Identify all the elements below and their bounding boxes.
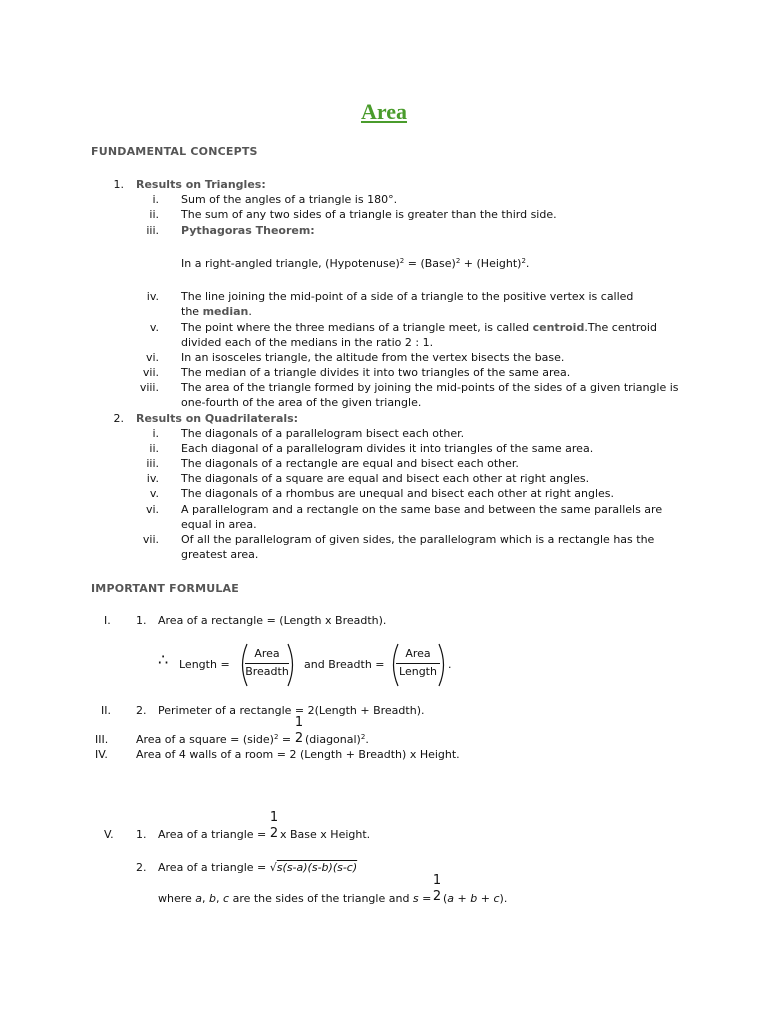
list-item: The diagonals of a parallelogram bisect each other. xyxy=(181,427,465,440)
list-item-continued: greatest area. xyxy=(181,548,259,561)
list-item: The diagonals of a rhombus are unequal and bisect each other at right angles. xyxy=(181,487,615,500)
formula-square-area: Area of a square = (side)$^2$ = xyxy=(136,733,292,746)
formula-square-diagonal: (diagonal)$^2$. xyxy=(305,733,369,746)
length-label: Length = xyxy=(179,658,230,671)
list-number: 1. xyxy=(136,828,147,841)
list-item-continued: equal in area. xyxy=(181,518,257,531)
formula-rectangle-perimeter: Perimeter of a rectangle = 2(Length + Breadth). xyxy=(158,704,425,717)
right-paren xyxy=(285,643,299,687)
formula-rectangle-area: Area of a rectangle = (Length x Breadth). xyxy=(158,614,387,627)
subsection-label-triangles: Results on Triangles: xyxy=(136,178,266,191)
list-item: The point where the three medians of a triangle meet, is called centroid.The centroid xyxy=(181,321,657,334)
list-item: In an isosceles triangle, the altitude from the vertex bisects the base. xyxy=(181,351,565,364)
roman-numeral: IV. xyxy=(95,748,108,761)
list-item: A parallelogram and a rectangle on the same base and between the same parallels are xyxy=(181,503,663,516)
list-item-continued: divided each of the medians in the ratio 2 : 1. xyxy=(181,336,434,349)
list-item-continued: one-fourth of the area of the given triangle. xyxy=(181,396,422,409)
roman-numeral: I. xyxy=(104,614,111,627)
list-item: The area of the triangle formed by joining the mid-points of the sides of a given triangle is xyxy=(181,381,679,394)
list-number: 2. xyxy=(136,704,147,717)
therefore-symbol: ∴ xyxy=(158,650,169,669)
sqrt-symbol: √ xyxy=(269,861,277,874)
list-number: 2. xyxy=(113,412,124,425)
roman-numeral: V. xyxy=(104,828,114,841)
list-item: The diagonals of a rectangle are equal and bisect each other. xyxy=(181,457,519,470)
roman-numeral: vii. xyxy=(142,366,159,379)
list-item: Of all the parallelogram of given sides, the parallelogram which is a rectangle has the xyxy=(181,533,655,546)
half-numerator: 1 xyxy=(269,810,279,825)
roman-numeral: vii. xyxy=(142,533,159,546)
roman-numeral: iv. xyxy=(146,290,159,303)
list-number: 2. xyxy=(136,861,147,874)
half-denominator: 2 xyxy=(294,731,304,746)
list-item: Sum of the angles of a triangle is 180°. xyxy=(181,193,398,206)
list-item: The line joining the mid-point of a side of a triangle to the positive vertex is called xyxy=(181,290,634,303)
roman-numeral: i. xyxy=(152,193,159,206)
section-heading-formulae: IMPORTANT FORMULAE xyxy=(91,582,239,595)
half-denominator: 2 xyxy=(432,889,442,904)
roman-numeral: v. xyxy=(149,321,159,334)
list-item: The diagonals of a square are equal and bisect each other at right angles. xyxy=(181,472,590,485)
subsection-label-quadrilaterals: Results on Quadrilaterals: xyxy=(136,412,299,425)
list-item: The median of a triangle divides it into two triangles of the same area. xyxy=(181,366,571,379)
roman-numeral: iii. xyxy=(146,457,159,470)
fraction-denominator: Breadth xyxy=(245,665,289,678)
roman-numeral: II. xyxy=(101,704,111,717)
formula-triangle-area-rest: x Base x Height. xyxy=(280,828,371,841)
roman-numeral: vi. xyxy=(145,351,159,364)
formula-heron: Area of a triangle = √s(s-a)(s-b)(s-c) xyxy=(158,861,358,874)
page-title: Area xyxy=(360,99,408,124)
roman-numeral: iv. xyxy=(146,472,159,485)
formula-triangle-area-label: Area of a triangle = xyxy=(158,828,267,841)
formula-room-walls: Area of 4 walls of a room = 2 (Length + Breadth) x Height. xyxy=(136,748,460,761)
roman-numeral: v. xyxy=(149,487,159,500)
roman-numeral: viii. xyxy=(139,381,159,394)
list-number: 1. xyxy=(136,614,147,627)
breadth-label: and Breadth = xyxy=(304,658,385,671)
section-heading-fundamental: FUNDAMENTAL CONCEPTS xyxy=(91,145,258,158)
half-numerator: 1 xyxy=(432,873,442,888)
formula-heron-where: where a, b, c are the sides of the triangle and s = xyxy=(158,892,432,905)
half-numerator: 1 xyxy=(294,715,304,730)
formula-heron-semiperimeter: (a + b + c). xyxy=(443,892,508,905)
fraction-denominator: Length xyxy=(399,665,437,678)
pythagoras-formula: In a right-angled triangle, (Hypotenuse)$^2$ = (Base)$^2$ + (Height)$^2$. xyxy=(181,257,530,270)
roman-numeral: i. xyxy=(152,427,159,440)
pythagoras-label: Pythagoras Theorem: xyxy=(181,224,315,237)
list-item-continued: the median. xyxy=(181,305,252,318)
list-item: The sum of any two sides of a triangle is greater than the third side. xyxy=(181,208,557,221)
list-item: Each diagonal of a parallelogram divides it into triangles of the same area. xyxy=(181,442,594,455)
half-denominator: 2 xyxy=(269,826,279,841)
roman-numeral: ii. xyxy=(149,208,159,221)
roman-numeral: vi. xyxy=(145,503,159,516)
roman-numeral: III. xyxy=(95,733,109,746)
fraction-numerator: Area xyxy=(254,647,280,660)
list-number: 1. xyxy=(113,178,124,191)
roman-numeral: ii. xyxy=(149,442,159,455)
roman-numeral: iii. xyxy=(146,224,159,237)
formula-period: . xyxy=(448,658,452,671)
fraction-numerator: Area xyxy=(405,647,431,660)
